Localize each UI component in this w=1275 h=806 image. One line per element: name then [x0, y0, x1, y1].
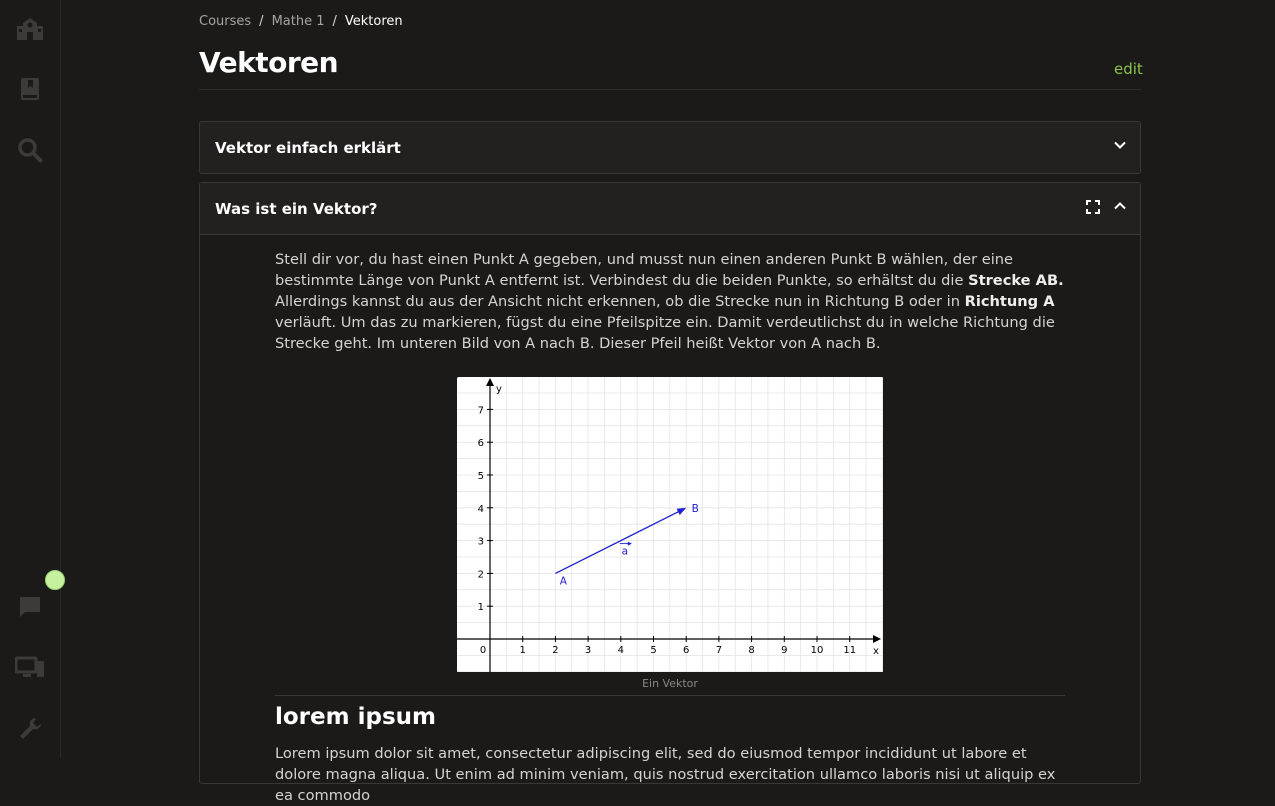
x-tick-label: 3	[584, 645, 592, 656]
vector-figure	[457, 377, 883, 672]
vector-label: a	[621, 545, 629, 558]
search-icon[interactable]	[15, 135, 45, 165]
x-tick-label: 11	[843, 645, 857, 656]
panel-header[interactable]	[200, 183, 1140, 235]
x-tick-label: 7	[715, 645, 723, 656]
fullscreen-icon[interactable]	[1085, 199, 1101, 219]
chat-icon[interactable]	[15, 592, 45, 622]
x-tick-label: 8	[748, 645, 755, 656]
x-tick-label: 5	[650, 645, 657, 656]
panel-header[interactable]	[200, 122, 1140, 173]
y-tick-label: 3	[477, 536, 484, 548]
bold-richtung-a: Richtung A	[964, 293, 1055, 310]
content-divider	[275, 695, 1065, 696]
breadcrumb	[199, 14, 403, 29]
y-axis-arrow	[486, 378, 494, 386]
y-tick-label: 1	[477, 602, 484, 614]
y-tick-label: 7	[477, 405, 484, 417]
school-icon[interactable]	[15, 14, 45, 44]
section-heading: lorem ipsum	[275, 704, 436, 730]
y-tick-label: 5	[477, 471, 484, 482]
lorem-paragraph: Lorem ipsum dolor sit amet, consectetur adipiscing elit, sed do eiusmod tempor incididunt ut labore et dolore magna aliqua. Ut enim ad minim veniam, quis nostrud exercitation ullamco laboris nisi ut aliquip ex ea commodo	[275, 745, 1056, 804]
vector-line	[555, 511, 679, 573]
text-segment: Allerdings kannst du aus der Ansicht nicht erkennen, ob die Strecke nun in Richtung B oder in	[275, 293, 965, 310]
title-divider	[199, 89, 1141, 90]
vector-label-arrowhead	[628, 542, 632, 546]
devices-icon[interactable]	[15, 653, 45, 683]
article-content	[275, 249, 1065, 804]
panel-was-ist-ein-vektor	[199, 182, 1141, 804]
x-tick-label: 0	[479, 645, 487, 656]
bold-strecke-ab: Strecke AB.	[968, 272, 1064, 289]
y-tick-label: 2	[477, 569, 484, 581]
chevron-up-icon[interactable]	[1113, 199, 1127, 219]
book-icon[interactable]	[15, 74, 45, 104]
breadcrumb-separator: /	[259, 14, 264, 29]
x-tick-label: 2	[552, 645, 559, 656]
chevron-down-icon[interactable]	[1113, 138, 1127, 156]
x-axis-label: x	[873, 646, 879, 657]
figure-caption: Ein Vektor	[642, 677, 698, 690]
y-tick-label: 6	[477, 438, 484, 450]
point-label-b: B	[691, 502, 699, 515]
x-axis-arrow	[873, 635, 881, 643]
breadcrumb-courses[interactable]: Courses	[199, 14, 252, 29]
panel-vektor-einfach-erklaert	[199, 121, 1141, 174]
sidebar	[0, 0, 61, 757]
x-tick-label: 1	[519, 645, 526, 656]
wrench-icon[interactable]	[15, 714, 45, 744]
vector-chart	[457, 377, 883, 672]
page-title: Vektoren	[199, 46, 339, 79]
text-segment: verläuft. Um das zu markieren, fügst du eine Pfeilspitze ein. Damit verdeutlichst du in welche Richtung die Strecke geht. Im unteren Bild von A nach B. Dieser Pfeil heißt Vektor von A nach B.	[275, 314, 1055, 352]
vector-arrowhead	[677, 508, 687, 515]
breadcrumb-separator: /	[332, 14, 337, 29]
x-tick-label: 4	[617, 645, 624, 656]
intro-paragraph	[275, 249, 1065, 354]
y-tick-label: 4	[477, 503, 484, 515]
panel-title: Was ist ein Vektor?	[215, 199, 378, 218]
x-tick-label: 10	[810, 645, 824, 656]
breadcrumb-current: Vektoren	[344, 14, 403, 29]
point-label-a: A	[559, 575, 567, 588]
panel-title: Vektor einfach erklärt	[215, 138, 401, 157]
y-axis-label: y	[496, 384, 502, 395]
x-tick-label: 6	[683, 645, 690, 656]
text-segment: Stell dir vor, du hast einen Punkt A gegeben, und musst nun einen anderen Punkt B wählen, der eine bestimmte Länge von Punkt A entfernt ist. Verbindest du die beiden Punkte, so erhältst du die	[275, 251, 1013, 289]
edit-link[interactable]: edit	[1114, 60, 1143, 78]
x-tick-label: 9	[781, 645, 788, 656]
notification-dot	[45, 570, 65, 590]
breadcrumb-mathe1[interactable]: Mathe 1	[271, 14, 325, 29]
